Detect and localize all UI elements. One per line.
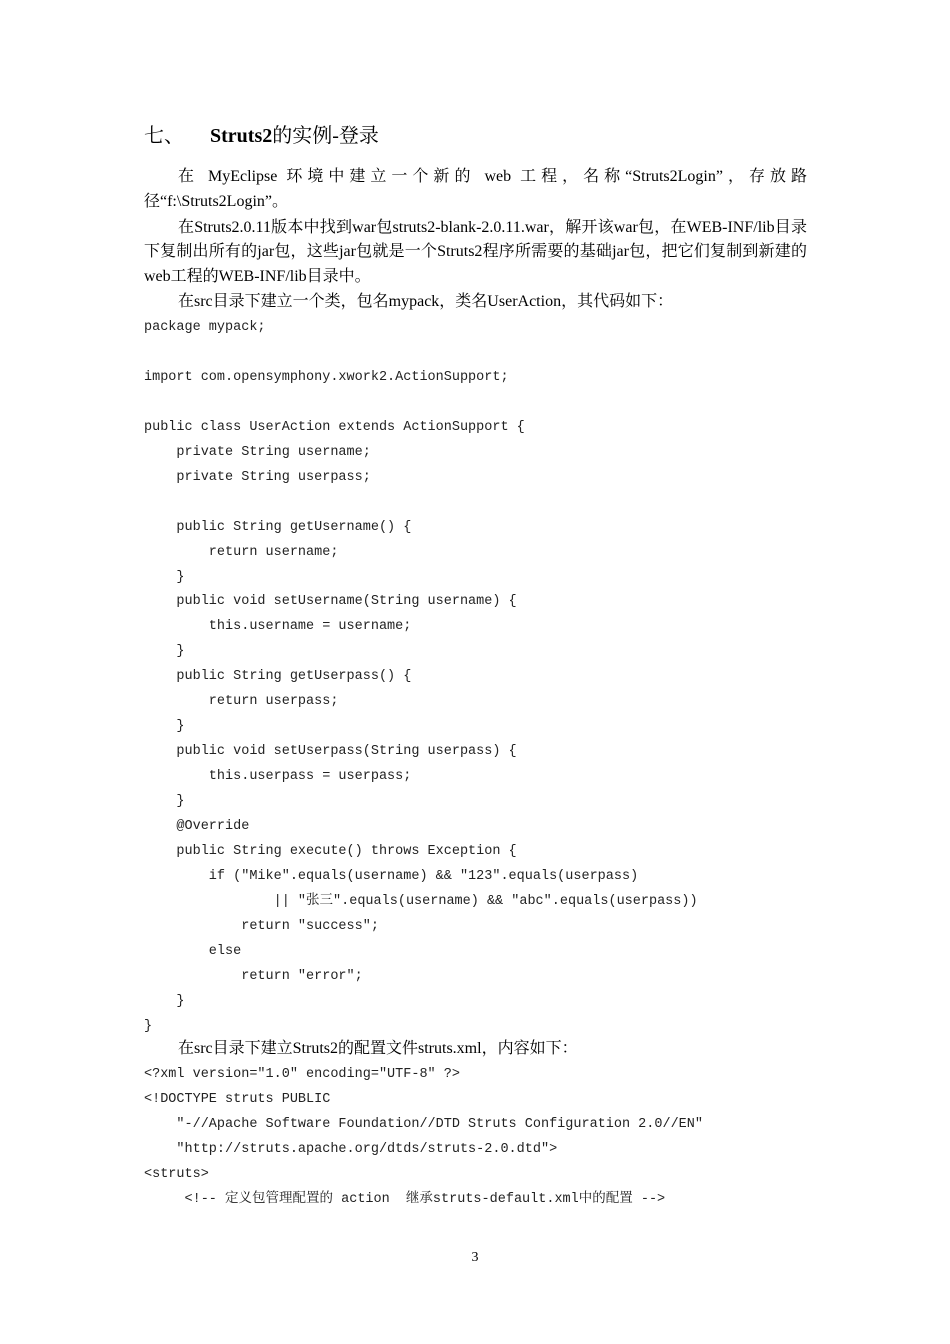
code-block-java: package mypack; import com.opensymphony.xwork2.ActionSupport; public class UserAction extends ActionSupport { private String username; private String userpass; public String getUsername() { return username; } public void setUsername(String username) { this.username = username; } public String getUserpass() { return userpass; } public void setUserpass(String userpass) { this.userpass = userpass; } @Override public String execute() throws Exception { if ("Mike".equals(username) && "123".equals(userpass) || "张三".equals(username) && "abc".equals(userpass)) return "success"; else return "error"; } }	[144, 320, 698, 1034]
section-heading	[144, 120, 379, 152]
paragraph-create-project: 在 MyEclipse 环境中建立一个新的 web 工程，名称“Struts2Login”，存放路径“f:\Struts2Login”。	[144, 168, 807, 210]
section-number: 七、	[144, 125, 184, 147]
code-block-xml: <?xml version="1.0" encoding="UTF-8" ?> <!DOCTYPE struts PUBLIC "-//Apache Software Foundation//DTD Struts Configuration 2.0//EN" "http://struts.apache.org/dtds/struts-2.0.dtd"> <struts> <!-- 定义包管理配置的 action 继承struts-default.xml中的配置 -->	[144, 1067, 703, 1207]
section-title-rest: 的实例-登录	[272, 125, 379, 147]
paragraph-copy-jars: 在Struts2.0.11版本中找到war包struts2-blank-2.0.11.war，解开该war包，在WEB-INF/lib目录下复制出所有的jar包，这些jar包就是一个Struts2程序所需要的基础jar包，把它们复制到新建的web工程的WEB-INF/lib目录中。	[144, 218, 807, 285]
page-number: 3	[471, 1250, 479, 1265]
paragraph-create-class: 在src目录下建立一个类，包名mypack，类名UserAction，其代码如下：	[178, 293, 674, 310]
section-title-bold: Struts2	[210, 125, 273, 147]
paragraph-config-file: 在src目录下建立Struts2的配置文件struts.xml，内容如下：	[178, 1040, 578, 1057]
